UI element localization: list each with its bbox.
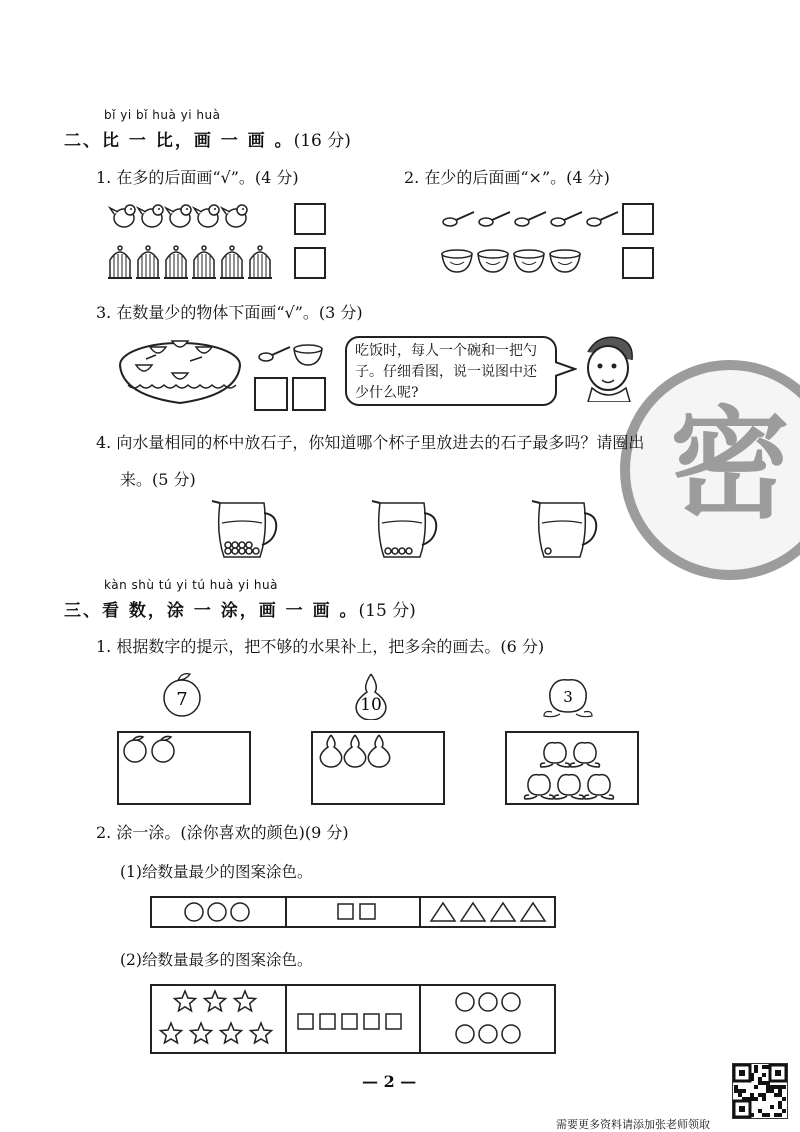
fruit-hints — [160, 668, 620, 720]
speech-bubble-text: 吃饭时，每人一个碗和一把勺子。仔细看图，说一说图中还少什么呢? — [355, 343, 537, 401]
qr-code-pattern — [733, 1064, 787, 1118]
most-squares-cell[interactable] — [285, 986, 420, 1052]
stone-icon — [545, 548, 551, 554]
pears-drawn — [313, 733, 443, 803]
circle-shape — [456, 993, 474, 1011]
circle-shape — [479, 1025, 497, 1043]
peach-icon — [525, 775, 554, 799]
section3-pinyin: kàn shù tú yi tú huà yi huà — [104, 578, 278, 592]
bird-icon — [138, 205, 163, 227]
peach-hint — [544, 680, 592, 717]
pear-icon — [344, 735, 365, 767]
apple-icon — [124, 736, 146, 762]
cage-icon — [164, 246, 188, 278]
spoons-row — [443, 212, 618, 226]
confidential-seal — [620, 360, 800, 580]
qr-code — [732, 1063, 788, 1119]
least-circles-cell[interactable] — [152, 898, 285, 926]
birds-cages-illustration — [108, 198, 278, 284]
least-squares-cell[interactable] — [285, 898, 420, 926]
stone-icon — [232, 548, 238, 554]
stone-icon — [232, 542, 238, 548]
apple-icon — [152, 736, 174, 762]
footer-note: 需要更多资料请添加张老师领取 — [556, 1118, 710, 1131]
square-shape — [342, 1014, 357, 1029]
bird-icon — [166, 205, 191, 227]
section3-points: (15 分) — [358, 601, 416, 621]
peach-icon — [541, 743, 570, 767]
stone-icon — [406, 548, 412, 554]
apple-hint — [164, 674, 200, 716]
cage-icon — [220, 246, 244, 278]
square-shape — [338, 904, 353, 919]
birds-row — [110, 205, 247, 227]
triangle-shape — [491, 903, 515, 921]
water-cups-illustration — [210, 495, 610, 563]
square-shape — [320, 1014, 335, 1029]
question-3-2-2: (2)给数量最多的图案涂色。 — [120, 951, 313, 969]
circle-shape — [231, 903, 249, 921]
page-number: — 2 — — [362, 1072, 417, 1091]
apple-number: 7 — [176, 689, 188, 710]
star-shape — [235, 991, 256, 1011]
circle-shape — [502, 993, 520, 1011]
pear-hint — [356, 674, 386, 720]
stone-icon — [225, 542, 231, 548]
bowl-icon — [550, 250, 580, 272]
triangle-shape — [431, 903, 455, 921]
question-3-2-1: (1)给数量最少的图案涂色。 — [120, 863, 313, 881]
section2-points: (16 分) — [293, 131, 351, 151]
bowl-icon — [442, 250, 472, 272]
square-shape — [298, 1014, 313, 1029]
stone-icon — [399, 548, 405, 554]
stone-icon — [385, 548, 391, 554]
stone-icon — [239, 548, 245, 554]
question-3-1: 1. 根据数字的提示，把不够的水果补上，把多余的画去。(6 分) — [96, 637, 545, 656]
cage-icon — [136, 246, 160, 278]
peach-icon — [555, 775, 584, 799]
pear-icon — [368, 735, 389, 767]
answer-box-bowl[interactable] — [292, 377, 326, 411]
section3-title-text: 三、看 数，涂 一 涂，画 一 画 。 — [64, 601, 359, 621]
cage-icon — [248, 246, 272, 278]
star-shape — [205, 991, 226, 1011]
peach-number: 3 — [563, 688, 573, 706]
most-circles-cell[interactable] — [419, 986, 554, 1052]
bird-icon — [110, 205, 135, 227]
square-shape — [360, 904, 375, 919]
pear-box[interactable] — [311, 731, 445, 805]
seal-char: 密 — [670, 394, 790, 535]
star-shape — [175, 991, 196, 1011]
water-cup-icon — [212, 501, 276, 557]
stone-icon — [246, 548, 252, 554]
question-2-2: 2. 在少的后面画“×”。(4 分) — [404, 168, 610, 187]
star-shape — [161, 1023, 182, 1043]
apple-box[interactable] — [117, 731, 251, 805]
section2-title-text: 二、比 一 比，画 一 画 。 — [64, 131, 294, 151]
cage-icon — [108, 246, 132, 278]
speech-bubble — [345, 336, 557, 406]
water-cup-icon — [532, 501, 596, 557]
question-2-3: 3. 在数量少的物体下面画“√”。(3 分) — [96, 303, 363, 322]
answer-box-spoons[interactable] — [622, 203, 654, 235]
bird-icon — [194, 205, 219, 227]
stone-icon — [392, 548, 398, 554]
cages-row — [108, 246, 272, 278]
answer-box-bowls[interactable] — [622, 247, 654, 279]
spoon-icon — [551, 212, 582, 226]
stone-icon — [239, 542, 245, 548]
stone-icon — [253, 548, 259, 554]
spoon-icon — [443, 212, 474, 226]
speech-bubble-tail — [555, 360, 577, 378]
apples-drawn — [119, 733, 249, 803]
star-shape — [191, 1023, 212, 1043]
circle-shape — [208, 903, 226, 921]
triangle-shape — [521, 903, 545, 921]
answer-box-birds[interactable] — [294, 203, 326, 235]
stone-icon — [225, 548, 231, 554]
circle-shape — [456, 1025, 474, 1043]
star-shape — [221, 1023, 242, 1043]
child-face-illustration — [580, 332, 636, 402]
answer-box-cages[interactable] — [294, 247, 326, 279]
spoon-icon — [515, 212, 546, 226]
shapes-table-least — [150, 896, 556, 928]
pear-icon — [320, 735, 341, 767]
section2-title — [64, 126, 351, 151]
shapes-table-most — [150, 984, 556, 1054]
section3-title — [64, 596, 416, 621]
bowls-row — [442, 250, 580, 272]
spoon-icon — [479, 212, 510, 226]
answer-box-spoon[interactable] — [254, 377, 288, 411]
water-cup-icon — [372, 501, 436, 557]
circle-shape — [479, 993, 497, 1011]
triangle-shape — [461, 903, 485, 921]
pear-number: 10 — [360, 695, 382, 715]
question-3-2: 2. 涂一涂。(涂你喜欢的颜色)(9 分) — [96, 823, 349, 842]
question-2-4-line2: 来。(5 分) — [120, 470, 196, 489]
circle-shape — [185, 903, 203, 921]
square-shape — [386, 1014, 401, 1029]
bowl-icon — [478, 250, 508, 272]
spoon-icon — [587, 212, 618, 226]
peaches-drawn — [507, 733, 637, 803]
cage-icon — [192, 246, 216, 278]
peach-icon — [571, 743, 600, 767]
peach-icon — [585, 775, 614, 799]
least-triangles-cell[interactable] — [419, 898, 554, 926]
question-2-1: 1. 在多的后面画“√”。(4 分) — [96, 168, 299, 187]
peach-box[interactable] — [505, 731, 639, 805]
question-2-4-line1: 4. 向水量相同的杯中放石子，你知道哪个杯子里放进去的石子最多吗？请圈出 — [96, 433, 645, 452]
bird-icon — [222, 205, 247, 227]
most-stars-cell[interactable] — [152, 986, 285, 1052]
stone-icon — [246, 542, 252, 548]
spoons-bowls-illustration — [438, 200, 620, 282]
section2-pinyin: bǐ yi bǐ huà yi huà — [104, 108, 221, 122]
star-shape — [251, 1023, 272, 1043]
bowl-icon — [514, 250, 544, 272]
square-shape — [364, 1014, 379, 1029]
circle-shape — [502, 1025, 520, 1043]
